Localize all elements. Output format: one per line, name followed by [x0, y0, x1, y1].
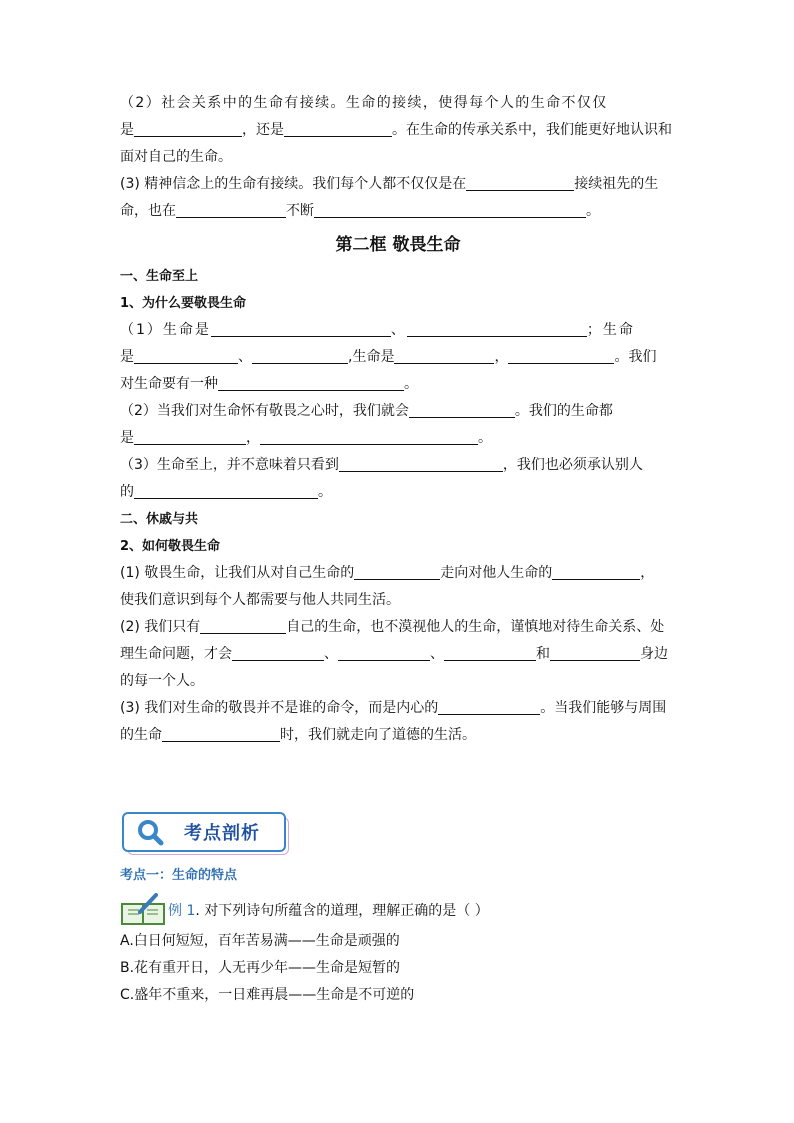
s2-line-3: (2) 我们只有 自己的生命，也不漠视他人的生命，谨慎地对待生命关系、处: [120, 619, 665, 635]
fill-blank[interactable]: [211, 320, 391, 337]
fill-blank[interactable]: [134, 347, 238, 364]
intro-paragraph-2: （2）社会关系中的生命有接续。生命的接续，使得每个人的生命不仅仅: [120, 95, 608, 111]
section-heading: 第二框 敬畏生命: [335, 235, 461, 255]
option-a: A.白日何短短，百年苦易满——生命是顽强的: [120, 933, 400, 949]
fill-blank[interactable]: [339, 455, 503, 472]
fill-blank[interactable]: [162, 725, 280, 742]
fill-blank[interactable]: [314, 201, 586, 218]
s1-line-1: （1）生命是 、 ；生命: [120, 322, 635, 338]
s1-line-4: （2）当我们对生命怀有敬畏之心时，我们就会 。我们的生命都: [120, 403, 613, 419]
exam-point-title: 考点一：生命的特点: [120, 868, 238, 883]
book-pencil-icon: [120, 892, 166, 926]
s2-line-5: 的每一个人。: [120, 673, 204, 689]
fill-blank[interactable]: [444, 644, 536, 661]
fill-blank[interactable]: [176, 201, 286, 218]
s2-line-6: (3) 我们对生命的敬畏并不是谁的命令，而是内心的 。当我们能够与周围: [120, 700, 667, 716]
magnifier-icon: [136, 818, 164, 846]
example-text: [168, 900, 489, 920]
fill-blank[interactable]: [409, 401, 515, 418]
s1-line-7: 的 。: [120, 484, 332, 500]
intro-paragraph-2-cont: 是 ，还是 。在生命的传承关系中，我们能更好地认识和: [120, 122, 672, 138]
intro-paragraph-3: (3) 精神信念上的生命有接续。我们每个人都不仅仅是在 接续祖先的生: [120, 176, 659, 192]
fill-blank[interactable]: [200, 617, 286, 634]
banner-title: 考点剖析: [184, 823, 260, 844]
fill-blank[interactable]: [508, 347, 614, 364]
s2-line-7: 的生命 时，我们就走向了道德的生活。: [120, 727, 476, 743]
example-question: [120, 892, 676, 928]
fill-blank[interactable]: [550, 644, 640, 661]
fill-blank[interactable]: [232, 644, 324, 661]
fill-blank[interactable]: [354, 563, 440, 580]
fill-blank[interactable]: [252, 347, 348, 364]
question-title-1: 1、为什么要敬畏生命: [120, 296, 247, 311]
section-title-2: 二、休戚与共: [120, 512, 199, 527]
fill-blank[interactable]: [466, 174, 574, 191]
s1-line-5: 是 ， 。: [120, 430, 492, 446]
fill-blank[interactable]: [438, 698, 540, 715]
s2-line-2: 使我们意识到每个人都需要与他人共同生活。: [120, 592, 400, 608]
fill-blank[interactable]: [552, 563, 640, 580]
option-b: B.花有重开日，人无再少年——生命是短暂的: [120, 960, 401, 976]
question-title-2: 2、如何敬畏生命: [120, 539, 221, 554]
s2-line-1: (1) 敬畏生命，让我们从对自己生命的 走向对他人生命的 ，: [120, 565, 655, 581]
section-title-1: 一、生命至上: [120, 269, 199, 284]
fill-blank[interactable]: [134, 482, 318, 499]
s1-line-2: 是 、 ,生命是 ， 。我们: [120, 349, 657, 365]
worksheet: [120, 90, 676, 1009]
intro-paragraph-2-end: 面对自己的生命。: [120, 149, 232, 165]
example-question-text: . 对下列诗句所蕴含的道理，理解正确的是（ ）: [195, 903, 489, 919]
fill-blank[interactable]: [134, 428, 246, 445]
s1-line-6: （3）生命至上，并不意味着只看到 ，我们也必须承认别人: [120, 457, 643, 473]
fill-blank[interactable]: [338, 644, 430, 661]
s1-line-3: 对生命要有一种 。: [120, 376, 418, 392]
fill-blank[interactable]: [284, 120, 392, 137]
exam-point-banner: [120, 810, 290, 854]
fill-blank[interactable]: [260, 428, 478, 445]
fill-blank[interactable]: [407, 320, 587, 337]
fill-blank[interactable]: [134, 120, 242, 137]
fill-blank[interactable]: [218, 374, 404, 391]
example-number: 例 1: [168, 903, 196, 919]
fill-blank[interactable]: [394, 347, 494, 364]
s2-line-4: 理生命问题，才会 、 、 和 身边: [120, 646, 668, 662]
option-c: C.盛年不重来，一日难再晨——生命是不可逆的: [120, 987, 415, 1003]
intro-paragraph-3-cont: 命，也在 不断 。: [120, 203, 600, 219]
